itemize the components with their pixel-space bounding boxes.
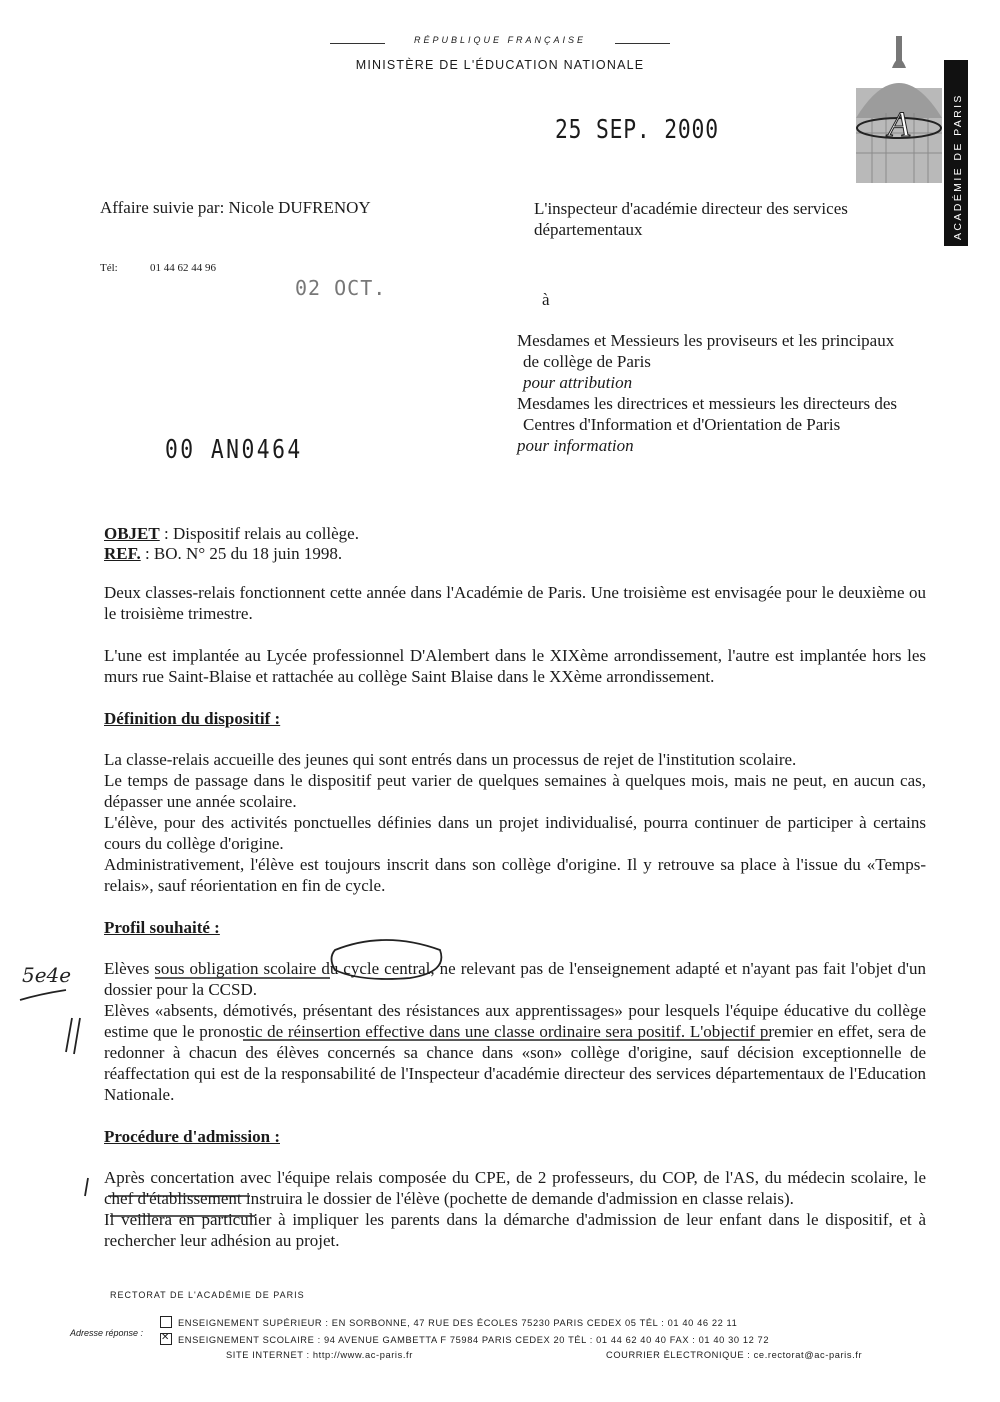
ref-label: REF.: [104, 544, 141, 563]
recipient-group-1: Mesdames et Messieurs les proviseurs et les principaux: [517, 331, 895, 350]
footer-site: SITE INTERNET : http://www.ac-paris.fr: [226, 1350, 413, 1360]
footer-line-1: ENSEIGNEMENT SUPÉRIEUR : EN SORBONNE, 47 RUE DES ÉCOLES 75230 PARIS CEDEX 05 TÉL : 01 40 46 22 11: [178, 1318, 738, 1328]
date-stamp: 25 SEP. 2000: [555, 115, 719, 145]
tel-value: 01 44 62 44 96: [150, 262, 216, 274]
paragraph-intro: Deux classes-relais fonctionnent cette année dans l'Académie de Paris. Une troisième est envisagée pour le deuxième ou le troisième trimestre.: [104, 583, 926, 623]
recipient-group-2-purpose: pour information: [517, 436, 634, 455]
logo-text: ACADÉMIE DE PARIS: [952, 93, 964, 240]
affaire-suivie: Affaire suivie par: Nicole DUFRENOY: [100, 198, 371, 217]
logo-letter: A: [888, 104, 910, 144]
footer-mail: COURRIER ÉLECTRONIQUE : ce.rectorat@ac-paris.fr: [606, 1350, 863, 1360]
sender-title: L'inspecteur d'académie directeur des services départementaux: [534, 199, 848, 239]
ref-text: : BO. N° 25 du 18 juin 1998.: [140, 544, 343, 563]
heading-definition: Définition du dispositif :: [104, 709, 281, 728]
margin-note: 5e4e: [22, 963, 72, 987]
footer-rectorat: RECTORAT DE L'ACADÉMIE DE PARIS: [110, 1290, 305, 1300]
margin-double-bar-1: [66, 1018, 80, 1054]
received-stamp: 02 OCT.: [295, 276, 387, 300]
republique-header: [330, 35, 670, 51]
recipients-block: [517, 330, 937, 456]
footer-address-scolaire: [160, 1333, 769, 1345]
registration-stamp: 00 AN0464: [165, 435, 303, 465]
procedure-2: Il veillera en particulier à impliquer les parents dans la démarche d'admission de leur enfant dans le dispositif, et à rechercher leur adhésion au projet.: [104, 1210, 926, 1250]
checkbox-superieur: [160, 1316, 172, 1328]
footer-address-superieur: [160, 1316, 737, 1328]
objet-block: [104, 524, 359, 564]
definition-1: La classe-relais accueille des jeunes qui sont entrés dans un processus de rejet de l'institution scolaire.: [104, 750, 797, 769]
procedure-1: Après concertation avec l'équipe relais composée du CPE, de 2 professeurs, du COP, de l'AS, du médecin scolaire, le chef d'établissement instruira le dossier de l'élève (pochette de demande d'admission en classe relais).: [104, 1168, 926, 1208]
profil-2: Elèves «absents, démotivés, présentant des résistances aux apprentissages» pour lesquels l'équipe éducative du collège estime que le pronostic de réinsertion effective dans une classe ordinaire sera positif. L'objectif premier en effet, sera de redonner à chacun des élèves concernés sa chance dans «son» collège d'origine, sauf décision exceptionnelle de réaffectation qui est de la responsabilité de l'Inspecteur d'académie directeur des services départementaux de l'Education Nationale.: [104, 1001, 926, 1104]
heading-profil: Profil souhaité :: [104, 918, 220, 937]
recipient-group-1-cont: de collège de Paris: [523, 352, 651, 371]
recipient-a: à: [542, 290, 550, 309]
objet-label: OBJET: [104, 524, 160, 543]
objet-text: : Dispositif relais au collège.: [159, 524, 359, 543]
recipient-group-2-cont: Centres d'Information et d'Orientation de Paris: [523, 415, 841, 434]
checkbox-scolaire: [160, 1333, 172, 1345]
definition-2: Le temps de passage dans le dispositif peut varier de quelques semaines à quelques mois, mais ne peut, en aucun cas, dépasser une année scolaire.: [104, 771, 926, 811]
definition-3: L'élève, pour des activités ponctuelles définies dans un projet individualisé, pourra continuer de participer à certains cours du collège d'origine.: [104, 813, 926, 853]
ministere-title: MINISTÈRE DE L'ÉDUCATION NATIONALE: [355, 58, 645, 72]
adresse-reponse-label: Adresse réponse :: [70, 1328, 144, 1338]
paragraph-locations: L'une est implantée au Lycée professionnel D'Alembert dans le XIXème arrondissement, l'autre est implantée hors les murs rue Saint-Blaise et rattachée au collège Saint Blaise dans le XXème arrondissement.: [104, 646, 926, 686]
margin-underline: [20, 990, 66, 1000]
republique-text: RÉPUBLIQUE FRANÇAISE: [413, 35, 587, 45]
profil-1: Elèves sous obligation scolaire du cycle central, ne relevant pas de l'enseignement adapté et n'ayant pas fait l'objet d'un dossier pour la CCSD.: [104, 959, 926, 999]
recipient-group-2: Mesdames les directrices et messieurs les directeurs des: [517, 394, 898, 413]
tel-label: Tél:: [100, 262, 118, 274]
letter-body: [104, 582, 926, 1251]
definition-4: Administrativement, l'élève est toujours inscrit dans son collège d'origine. Il y retrouve sa place à l'issue du «Temps-relais», sauf réorientation en fin de cycle.: [104, 855, 926, 895]
recipient-group-1-purpose: pour attribution: [523, 373, 633, 392]
footer-line-2: ENSEIGNEMENT SCOLAIRE : 94 AVENUE GAMBETTA F 75984 PARIS CEDEX 20 TÉL : 01 44 62 40 40 FAX : 01 40 30 12 72: [178, 1335, 770, 1345]
margin-bar-2: [85, 1178, 88, 1196]
heading-procedure: Procédure d'admission :: [104, 1127, 280, 1146]
